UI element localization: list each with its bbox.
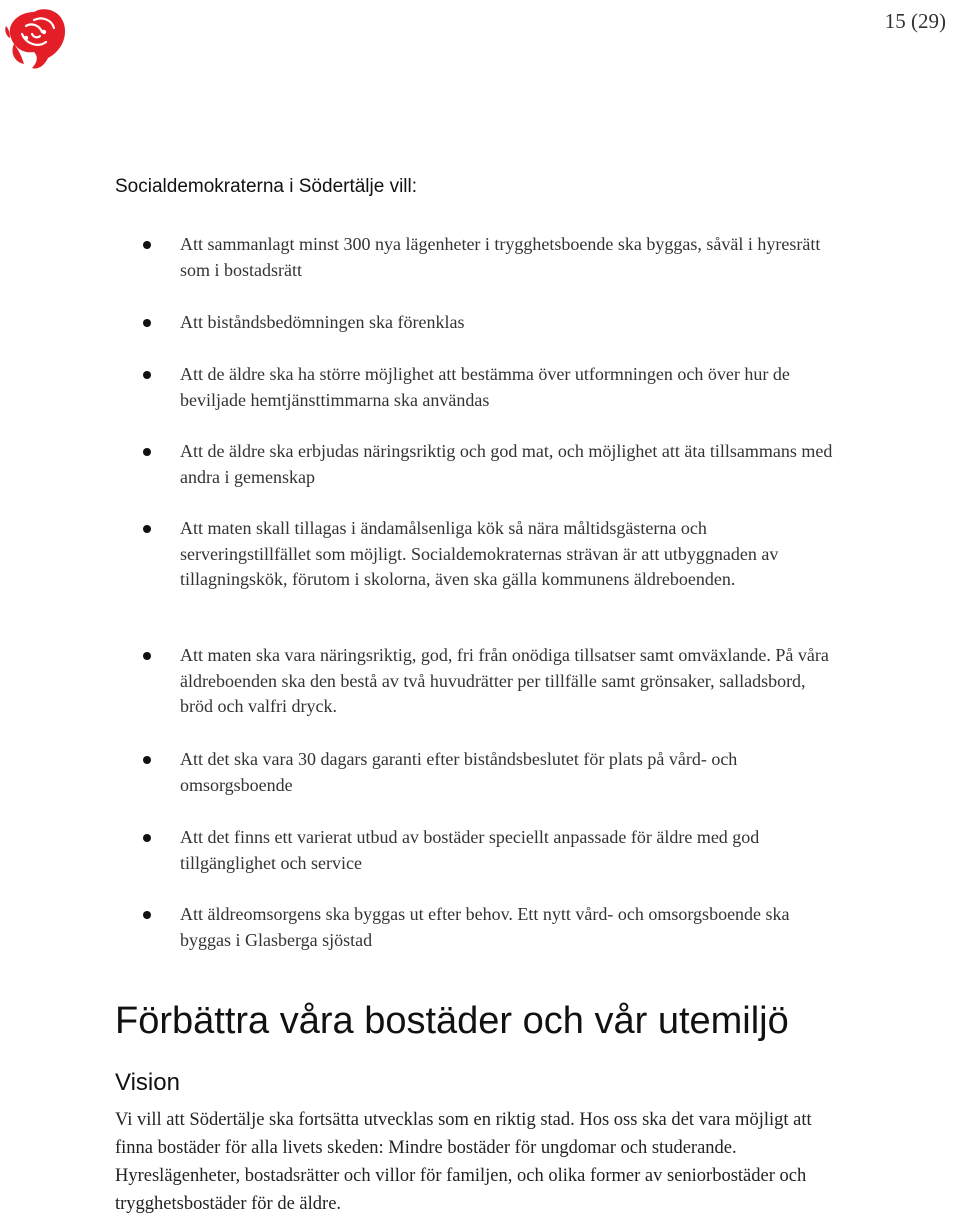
- bullet-icon: [143, 911, 151, 919]
- rose-logo-icon: [4, 4, 68, 72]
- vision-paragraph: Vi vill att Södertälje ska fortsätta utvecklas som en riktig stad. Hos oss ska det vara möjligt att finna bostäder för alla livets skeden: Mindre bostäder för ungdomar och studerande. Hyreslägenheter, bostadsrätter och villor för familjen, och olika former av seniorbostäder och trygghetsbostäder för de äldre.: [115, 1110, 812, 1214]
- list-item: Att sammanlagt minst 300 nya lägenheter i trygghetsboende ska byggas, såväl i hyresrätt som i bostadsrätt: [180, 232, 840, 283]
- bullet-icon: [143, 241, 151, 249]
- bullet-icon: [143, 448, 151, 456]
- chapter-heading: Förbättra våra bostäder och vår utemiljö: [115, 1000, 789, 1042]
- list-item: Att det ska vara 30 dagars garanti efter biståndsbeslutet för plats på vård- och omsorgsboende: [180, 747, 840, 798]
- bullet-icon: [143, 525, 151, 533]
- list-item: Att maten skall tillagas i ändamålsenliga kök så nära måltidsgästerna och serveringstillfället som möjligt. Socialdemokraternas strävan är att utbyggnaden av tillagningskök, förutom i skolorna, även ska gälla kommunens äldreboenden.: [180, 516, 840, 593]
- bullet-icon: [143, 371, 151, 379]
- bullet-icon: [143, 319, 151, 327]
- list-item: Att äldreomsorgens ska byggas ut efter behov. Ett nytt vård- och omsorgsboende ska byggas i Glasberga sjöstad: [180, 902, 840, 953]
- list-item: Att det finns ett varierat utbud av bostäder speciellt anpassade för äldre med god tillgänglighet och service: [180, 825, 840, 876]
- list-item: Att maten ska vara näringsriktig, god, fri från onödiga tillsatser samt omväxlande. På våra äldreboenden ska den bestå av två huvudrätter per tillfälle samt grönsaker, salladsbord, bröd och valfri dryck.: [180, 643, 840, 720]
- list-item: Att biståndsbedömningen ska förenklas: [180, 310, 840, 336]
- bullet-icon: [143, 756, 151, 764]
- list-item: Att de äldre ska erbjudas näringsriktig och god mat, och möjlighet att äta tillsammans med andra i gemenskap: [180, 439, 840, 490]
- page-number: 15 (29): [884, 9, 946, 33]
- bullet-icon: [143, 834, 151, 842]
- bullet-icon: [143, 652, 151, 660]
- list-item: Att de äldre ska ha större möjlighet att bestämma över utformningen och över hur de beviljade hemtjänsttimmarna ska användas: [180, 362, 840, 413]
- subheading-vision: Vision: [115, 1069, 180, 1096]
- section-intro: Socialdemokraterna i Södertälje vill:: [115, 176, 418, 197]
